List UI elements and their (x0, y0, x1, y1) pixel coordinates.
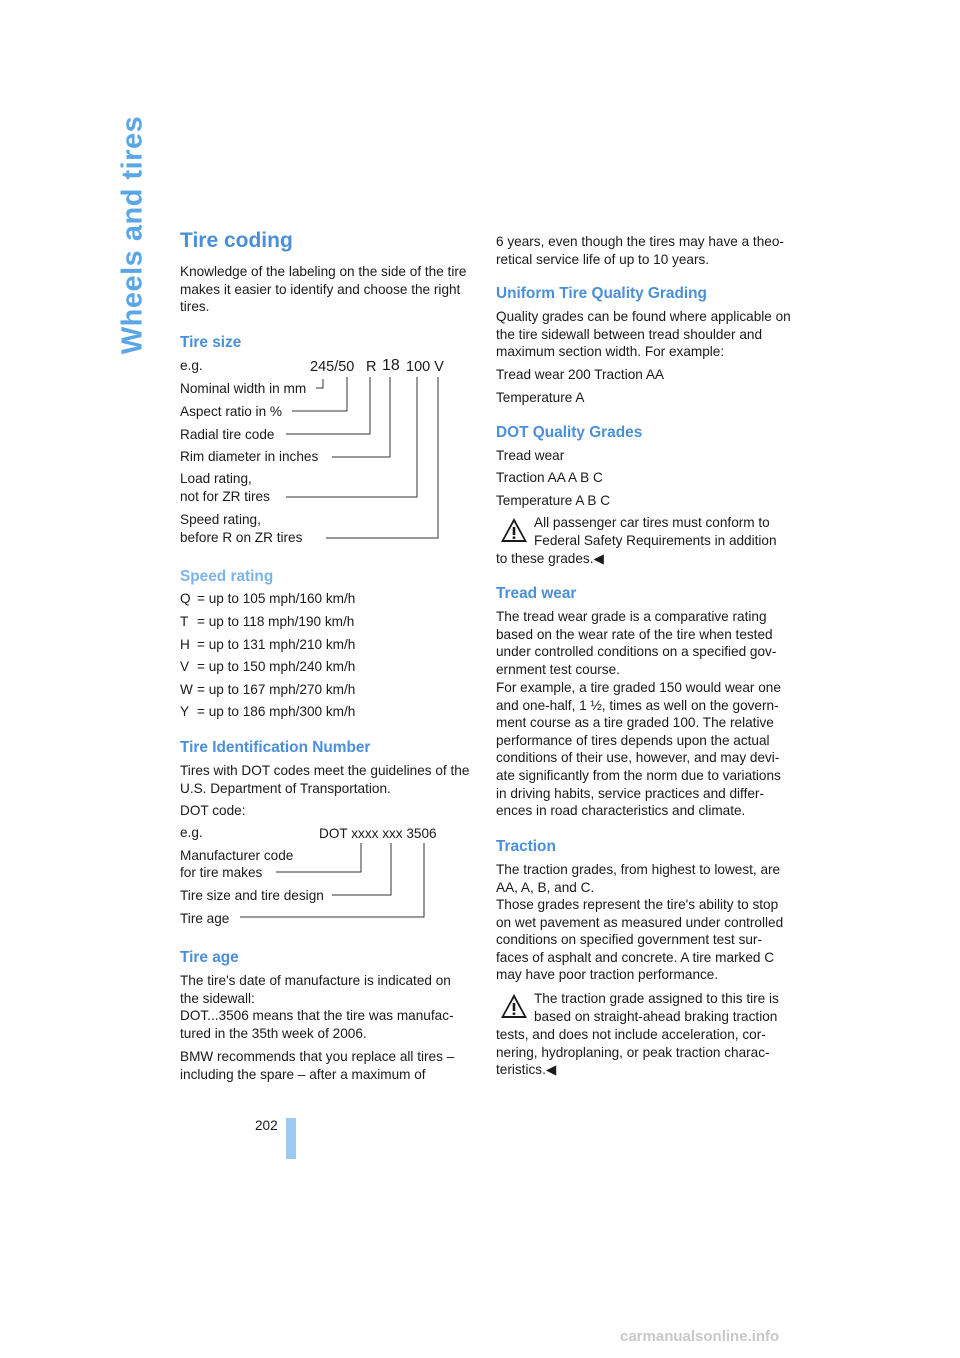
speed-code: V (180, 659, 190, 674)
paragraph-traction-grades: Traction AA A B C (496, 470, 603, 485)
side-section-tab (115, 0, 150, 470)
label-nominal-width: Nominal width in mm (180, 381, 307, 396)
speed-code: H (180, 637, 190, 652)
speed-code: T (180, 614, 189, 629)
speed-code: Y (180, 704, 190, 719)
label-manufacturer-2: for tire makes (180, 865, 263, 880)
page-marker-bar (286, 1118, 296, 1159)
paragraph-age-3: BMW recommends that you replace all tires – including the spare – after a maximum of (180, 1049, 455, 1082)
heading-tread-wear: Tread wear (496, 585, 577, 602)
heading-speed-rating: Speed rating (180, 568, 274, 585)
label-tire-size-design: Tire size and tire design (180, 888, 324, 903)
paragraph-age-1: The tire's date of manufacture is indicated on the sidewall: (180, 973, 451, 1006)
watermark: carmanualsonline.info (620, 1328, 780, 1345)
leader-manufacturer (276, 843, 361, 872)
warning-1-line-1: All passenger car tires must conform to (534, 515, 770, 530)
warning-icon (500, 993, 528, 1019)
label-speed-rating-2: before R on ZR tires (180, 530, 303, 545)
heading-utqg: Uniform Tire Quality Grading (496, 285, 707, 302)
paragraph-tread-wear-grades: Tread wear (496, 448, 565, 463)
dot-code-example: DOT xxxx xxx 3506 (319, 826, 437, 841)
paragraph-temperature-grades: Temperature A B C (496, 493, 611, 508)
paragraph-knowledge: Knowledge of the labeling on the side of the tire makes it easier to identify and choose the right tires. (180, 264, 467, 315)
page-number: 202 (255, 1118, 278, 1133)
label-speed-rating-1: Speed rating, (180, 512, 261, 527)
speed-value: = up to 186 mph/300 km/h (197, 704, 356, 719)
size-code-rim: 18 (382, 357, 400, 374)
paragraph-tin: Tires with DOT codes meet the guidelines of the U.S. Department of Transportation. (180, 763, 470, 796)
size-code-radial: R (366, 359, 377, 375)
paragraph-traction-2: Those grades represent the tire's ability to stop on wet pavement as measured under controlled conditions on specified government test sur-faces of asphalt and concrete. A tire marked C may have poor traction performance. (496, 897, 784, 983)
heading-tire-identification: Tire Identification Number (180, 739, 371, 756)
label-tire-age: Tire age (180, 911, 230, 926)
speed-code: W (180, 682, 193, 697)
heading-tire-coding: Tire coding (180, 229, 293, 252)
warning-1-line-2: Federal Safety Requirements in addition (534, 533, 777, 548)
label-load-rating-1: Load rating, (180, 471, 252, 486)
paragraph-temp-a: Temperature A (496, 390, 585, 405)
size-code-width: 245/50 (310, 359, 355, 375)
size-code-load-speed: 100 V (406, 359, 444, 375)
speed-code: Q (180, 591, 191, 606)
label-radial-code: Radial tire code (180, 427, 275, 442)
paragraph-utqg: Quality grades can be found where applicable on the tire sidewall between tread shoulder and maximum section width. For example: (496, 309, 791, 360)
paragraph-tread-wear-1: The tread wear grade is a comparative rating based on the wear rate of the tire when tested under controlled conditions on a specified gov-ernment test course. (496, 609, 777, 677)
heading-traction: Traction (496, 838, 556, 855)
speed-value: = up to 131 mph/210 km/h (197, 637, 356, 652)
label-rim-diameter: Rim diameter in inches (180, 449, 319, 464)
warning-1-line-3: to these grades.◀ (496, 551, 604, 566)
paragraph-traction-1: The traction grades, from highest to lowest, are AA, A, B, and C. (496, 862, 781, 895)
paragraph-age-2: DOT...3506 means that the tire was manufac-tured in the 35th week of 2006. (180, 1008, 454, 1041)
label-manufacturer-1: Manufacturer code (180, 848, 294, 863)
speed-value: = up to 105 mph/160 km/h (197, 591, 356, 606)
warning-2-line-2: based on straight-ahead braking traction (534, 1009, 778, 1024)
warning-2-line-1: The traction grade assigned to this tire is (534, 991, 779, 1006)
paragraph-tread-wear-2: For example, a tire graded 150 would wear one and one-half, 1 ½, times as well on the govern-ment course as a tire graded 100. The relative performance of tires depends upon the actual conditions of their use, however, and may devi-ate significantly from the norm due to variations in driving habits, service practices and differ-ences in road characteristics and climate. (496, 680, 781, 819)
side-section-title: Wheels and tires (116, 115, 148, 355)
speed-value: = up to 150 mph/240 km/h (197, 659, 356, 674)
paragraph-tread-200: Tread wear 200 Traction AA (496, 367, 664, 382)
leader-age (240, 843, 424, 917)
size-eg: e.g. (180, 358, 203, 373)
speed-value: = up to 167 mph/270 km/h (197, 682, 356, 697)
paragraph-dot-code: DOT code: (180, 803, 246, 818)
heading-dot-quality-grades: DOT Quality Grades (496, 424, 643, 441)
warning-icon (500, 517, 528, 543)
warning-2-rest: tests, and does not include acceleration, cor-nering, hydroplaning, or peak traction charac-teristics.◀ (496, 1027, 770, 1078)
label-aspect-ratio: Aspect ratio in % (180, 404, 282, 419)
speed-value: = up to 118 mph/190 km/h (197, 614, 355, 629)
dot-leader-lines (180, 0, 475, 930)
heading-tire-age: Tire age (180, 949, 239, 966)
heading-tire-size: Tire size (180, 334, 242, 351)
paragraph-continued: 6 years, even though the tires may have a theo-retical service life of up to 10 years. (496, 234, 784, 267)
dot-eg: e.g. (180, 825, 203, 840)
label-load-rating-2: not for ZR tires (180, 489, 270, 504)
